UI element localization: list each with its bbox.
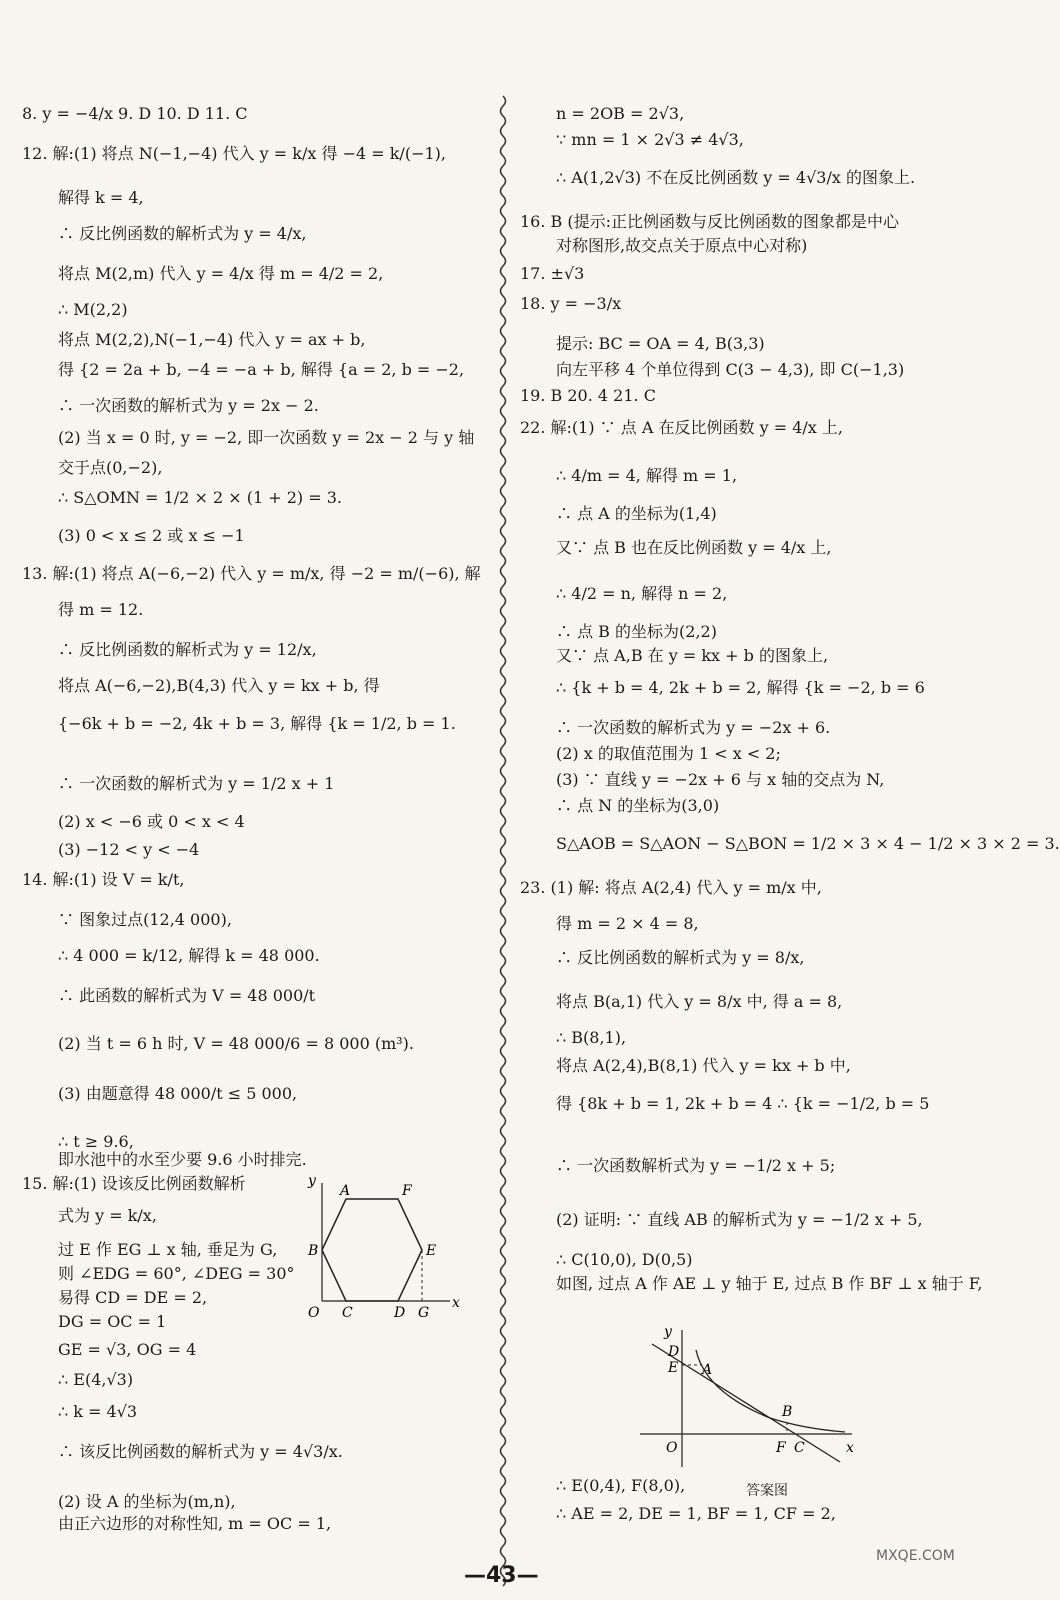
label-y: y — [308, 1173, 316, 1189]
text-line: DG = OC = 1 — [58, 1312, 167, 1331]
text-line: {−6k + b = −2, 4k + b = 3, 解得 {k = 1/2, b = 1. — [58, 714, 456, 733]
label-b: B — [308, 1243, 319, 1259]
label-d: D — [668, 1344, 680, 1360]
label-f: F — [776, 1440, 786, 1456]
text-line: (2) x 的取值范围为 1 < x < 2; — [556, 744, 781, 763]
text-line: ∴ t ≥ 9.6, — [58, 1132, 134, 1151]
label-b: B — [782, 1404, 793, 1420]
text-line: (2) 当 t = 6 h 时, V = 48 000/6 = 8 000 (m³). — [58, 1034, 414, 1053]
text-line: 将点 A(2,4),B(8,1) 代入 y = kx + b 中, — [556, 1056, 851, 1075]
hyperbola — [696, 1350, 845, 1432]
text-line: 提示: BC = OA = 4, B(3,3) — [556, 334, 765, 353]
text-line: ∴ 一次函数的解析式为 y = −2x + 6. — [556, 718, 831, 737]
text-line: 将点 M(2,m) 代入 y = 4/x 得 m = 4/2 = 2, — [58, 264, 384, 283]
text-line: 又∵ 点 B 也在反比例函数 y = 4/x 上, — [556, 538, 832, 557]
text-line: 12. 解:(1) 将点 N(−1,−4) 代入 y = k/x 得 −4 = k/(−1), — [22, 144, 446, 163]
text-line: ∴ M(2,2) — [58, 300, 128, 319]
text-line: 19. B 20. 4 21. C — [520, 386, 656, 405]
text-line: ∴ {k + b = 4, 2k + b = 2, 解得 {k = −2, b = 6 — [556, 678, 925, 697]
hexagon — [322, 1199, 422, 1301]
label-e: E — [426, 1243, 437, 1259]
text-line: ∴ AE = 2, DE = 1, BF = 1, CF = 2, — [556, 1504, 836, 1523]
label-e: E — [668, 1360, 679, 1376]
text-line: GE = √3, OG = 4 — [58, 1340, 197, 1359]
text-line: 得 {8k + b = 1, 2k + b = 4 ∴ {k = −1/2, b = 5 — [556, 1094, 930, 1113]
text-line: ∴ 点 N 的坐标为(3,0) — [556, 796, 720, 815]
text-line: 对称图形,故交点关于原点中心对称) — [556, 236, 808, 255]
text-line: 16. B (提示:正比例函数与反比例函数的图象都是中心 — [520, 212, 900, 231]
text-line: ∴ k = 4√3 — [58, 1402, 138, 1421]
label-c: C — [794, 1440, 805, 1456]
text-line: 得 m = 2 × 4 = 8, — [556, 914, 699, 933]
text-line: 22. 解:(1) ∵ 点 A 在反比例函数 y = 4/x 上, — [520, 418, 843, 437]
text-line: 由正六边形的对称性知, m = OC = 1, — [58, 1514, 332, 1533]
text-line: 将点 M(2,2),N(−1,−4) 代入 y = ax + b, — [58, 330, 366, 349]
text-line: ∴ 反比例函数的解析式为 y = 12/x, — [58, 640, 317, 659]
label-a: A — [340, 1183, 351, 1199]
text-line: ∴ 4/2 = n, 解得 n = 2, — [556, 584, 728, 603]
text-line: 得 m = 12. — [58, 600, 144, 619]
text-line: 23. (1) 解: 将点 A(2,4) 代入 y = m/x 中, — [520, 878, 822, 897]
text-line: 如图, 过点 A 作 AE ⊥ y 轴于 E, 过点 B 作 BF ⊥ x 轴于 F, — [556, 1274, 983, 1293]
text-line: ∴ 反比例函数的解析式为 y = 4/x, — [58, 224, 307, 243]
text-line: ∴ 点 B 的坐标为(2,2) — [556, 622, 717, 641]
column-divider — [496, 96, 510, 1586]
text-line: (3) 由题意得 48 000/t ≤ 5 000, — [58, 1084, 298, 1103]
text-line: 15. 解:(1) 设该反比例函数解析 — [22, 1174, 246, 1193]
text-line: 易得 CD = DE = 2, — [58, 1288, 208, 1307]
watermark: MXQE.COM — [876, 1548, 955, 1564]
text-line: ∴ 该反比例函数的解析式为 y = 4√3/x. — [58, 1442, 343, 1461]
text-line: 则 ∠EDG = 60°, ∠DEG = 30° — [58, 1264, 295, 1283]
text-line: 过 E 作 EG ⊥ x 轴, 垂足为 G, — [58, 1240, 278, 1259]
text-line: 18. y = −3/x — [520, 294, 622, 313]
text-line: S△AOB = S△AON − S△BON = 1/2 × 3 × 4 − 1/2 × 3 × 2 = 3. — [556, 834, 1060, 853]
text-line: ∴ E(0,4), F(8,0), — [556, 1476, 686, 1495]
text-line: (3) 0 < x ≤ 2 或 x ≤ −1 — [58, 526, 245, 545]
text-line: 8. y = −4/x 9. D 10. D 11. C — [22, 104, 248, 123]
text-line: (2) 证明: ∵ 直线 AB 的解析式为 y = −1/2 x + 5, — [556, 1210, 923, 1229]
label-a: A — [702, 1362, 713, 1378]
hexagon-figure — [300, 1175, 470, 1325]
label-o: O — [308, 1305, 320, 1321]
text-line: ∴ 一次函数的解析式为 y = 1/2 x + 1 — [58, 774, 335, 793]
text-line: 又∵ 点 A,B 在 y = kx + b 的图象上, — [556, 646, 829, 665]
label-c: C — [342, 1305, 353, 1321]
text-line: ∴ 4/m = 4, 解得 m = 1, — [556, 466, 738, 485]
text-line: (3) ∵ 直线 y = −2x + 6 与 x 轴的交点为 N, — [556, 770, 885, 789]
text-line: 17. ±√3 — [520, 264, 585, 283]
text-line: ∵ mn = 1 × 2√3 ≠ 4√3, — [556, 130, 744, 149]
text-line: 交于点(0,−2), — [58, 458, 163, 477]
text-line: 得 {2 = 2a + b, −4 = −a + b, 解得 {a = 2, b = −2, — [58, 360, 465, 379]
text-line: (3) −12 < y < −4 — [58, 840, 200, 859]
label-x: x — [846, 1440, 854, 1456]
label-o: O — [666, 1440, 678, 1456]
label-x: x — [452, 1295, 460, 1311]
text-line: n = 2OB = 2√3, — [556, 104, 685, 123]
text-line: ∴ 点 A 的坐标为(1,4) — [556, 504, 717, 523]
text-line: 将点 B(a,1) 代入 y = 8/x 中, 得 a = 8, — [556, 992, 843, 1011]
label-f: F — [402, 1183, 412, 1199]
text-line: ∴ B(8,1), — [556, 1028, 627, 1047]
text-line: ∵ 图象过点(12,4 000), — [58, 910, 232, 929]
text-line: ∴ S△OMN = 1/2 × 2 × (1 + 2) = 3. — [58, 488, 342, 507]
text-line: ∴ 反比例函数的解析式为 y = 8/x, — [556, 948, 805, 967]
page-number: —43— — [464, 1563, 539, 1588]
text-line: 解得 k = 4, — [58, 188, 144, 207]
text-line: (2) 当 x = 0 时, y = −2, 即一次函数 y = 2x − 2 与 y 轴 — [58, 428, 475, 447]
text-line: ∴ C(10,0), D(0,5) — [556, 1250, 693, 1269]
function-figure — [630, 1322, 860, 1472]
text-line: 即水池中的水至少要 9.6 小时排完. — [58, 1150, 307, 1169]
text-line: 14. 解:(1) 设 V = k/t, — [22, 870, 185, 889]
line-ab — [652, 1344, 840, 1462]
text-line: ∴ 一次函数的解析式为 y = 2x − 2. — [58, 396, 319, 415]
label-y: y — [664, 1324, 672, 1340]
text-line: (2) 设 A 的坐标为(m,n), — [58, 1492, 236, 1511]
figure-caption: 答案图 — [746, 1483, 788, 1499]
text-line: 式为 y = k/x, — [58, 1206, 157, 1225]
label-d: D — [394, 1305, 406, 1321]
text-line: 13. 解:(1) 将点 A(−6,−2) 代入 y = m/x, 得 −2 = m/(−6), 解 — [22, 564, 481, 583]
text-line: ∴ A(1,2√3) 不在反比例函数 y = 4√3/x 的图象上. — [556, 168, 916, 187]
text-line: (2) x < −6 或 0 < x < 4 — [58, 812, 245, 831]
label-g: G — [418, 1305, 430, 1321]
text-line: 将点 A(−6,−2),B(4,3) 代入 y = kx + b, 得 — [58, 676, 380, 695]
text-line: ∴ 一次函数解析式为 y = −1/2 x + 5; — [556, 1156, 836, 1175]
text-line: ∴ E(4,√3) — [58, 1370, 134, 1389]
text-line: ∴ 4 000 = k/12, 解得 k = 48 000. — [58, 946, 320, 965]
text-line: ∴ 此函数的解析式为 V = 48 000/t — [58, 986, 316, 1005]
text-line: 向左平移 4 个单位得到 C(3 − 4,3), 即 C(−1,3) — [556, 360, 905, 379]
